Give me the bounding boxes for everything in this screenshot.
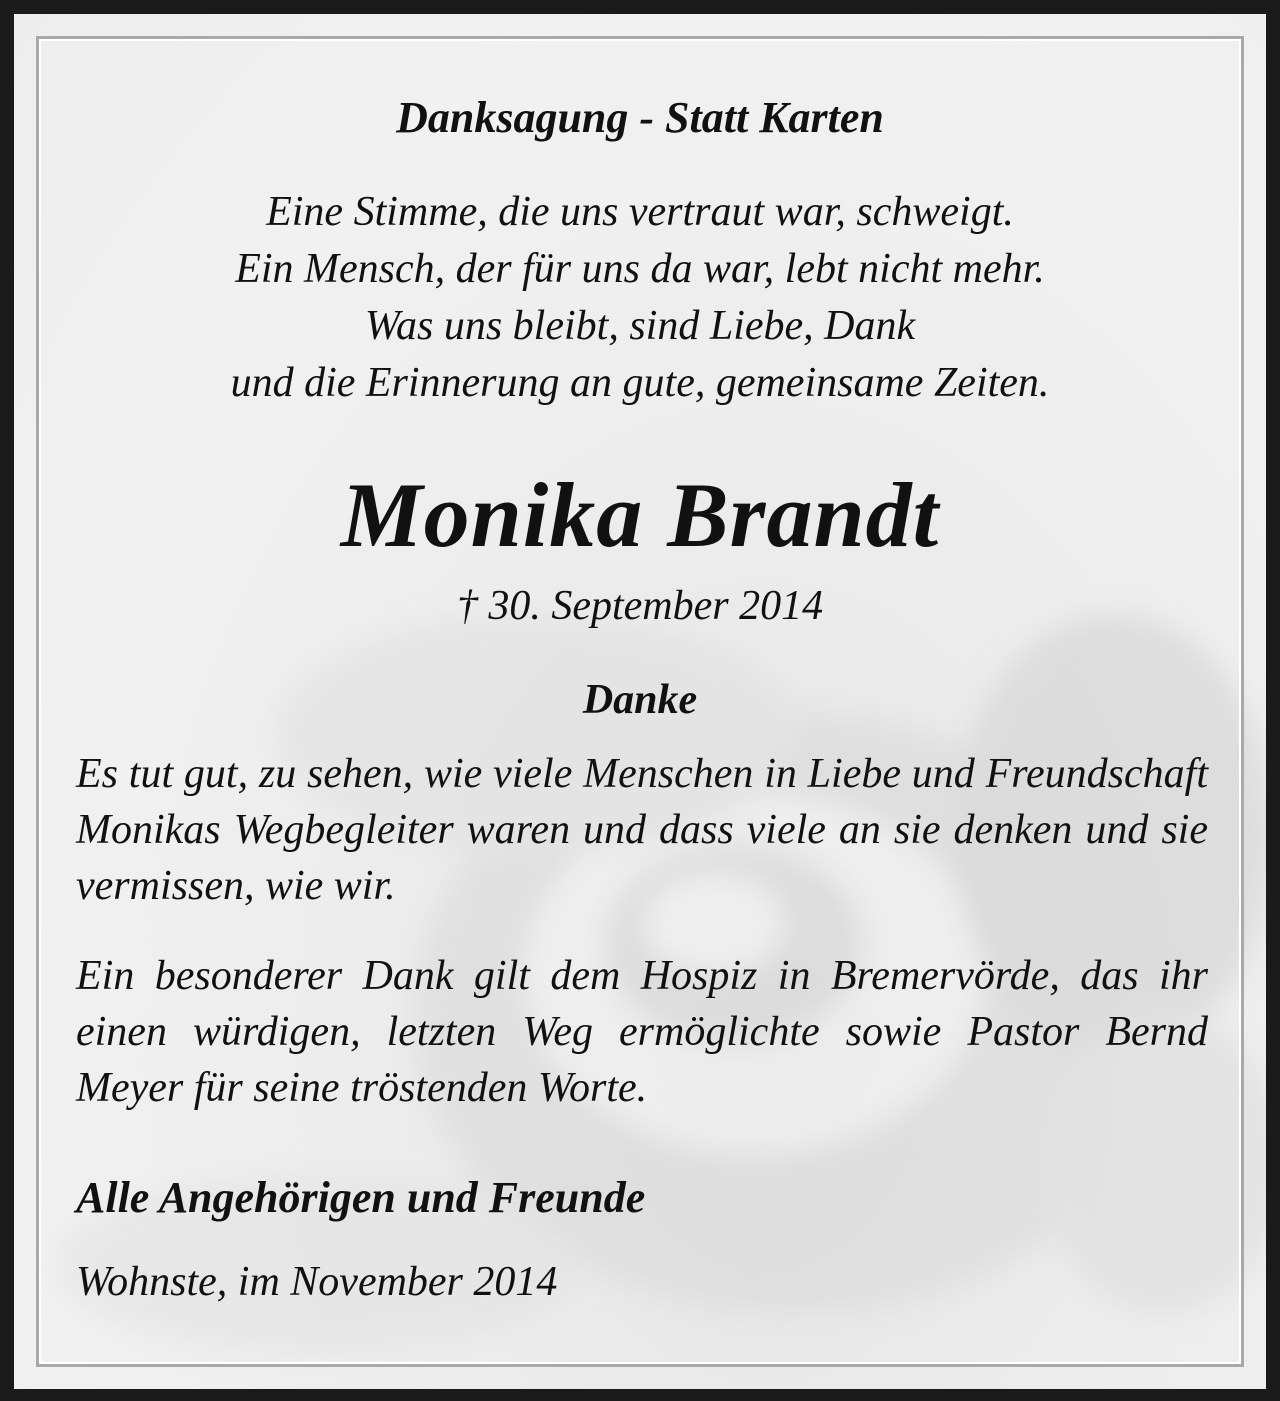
death-date: † 30. September 2014 [456, 583, 824, 629]
verse-line: und die Erinnerung an gute, gemeinsame Zeiten. [230, 360, 1050, 406]
signature: Alle Angehörigen und Freunde [76, 1173, 646, 1222]
thanks-paragraph-1: Es tut gut, zu sehen, wie viele Menschen in Liebe und Freundschaft Monikas Wegbegleiter waren und dass viele an sie denken und sie vermissen, wie wir. [76, 751, 1208, 909]
notice-title: Danksagung - Statt Karten [396, 93, 884, 142]
thanks-paragraph-2: Ein besonderer Dank gilt dem Hospiz in Bremervörde, das ihr einen würdigen, letzten Weg ermöglichte sowie Pastor Bernd Meyer für seine tröstenden Worte. [76, 953, 1208, 1111]
verse-line: Ein Mensch, der für uns da war, lebt nicht mehr. [235, 246, 1045, 292]
memorial-verse [14, 184, 1266, 412]
verse-line: Was uns bleibt, sind Liebe, Dank [364, 303, 916, 349]
place-and-date: Wohnste, im November 2014 [76, 1259, 558, 1305]
deceased-name: Monika Brandt [340, 464, 940, 566]
thanks-heading: Danke [582, 677, 698, 723]
notice-card [14, 14, 1266, 1389]
verse-line: Eine Stimme, die uns vertraut war, schweigt. [266, 189, 1014, 235]
